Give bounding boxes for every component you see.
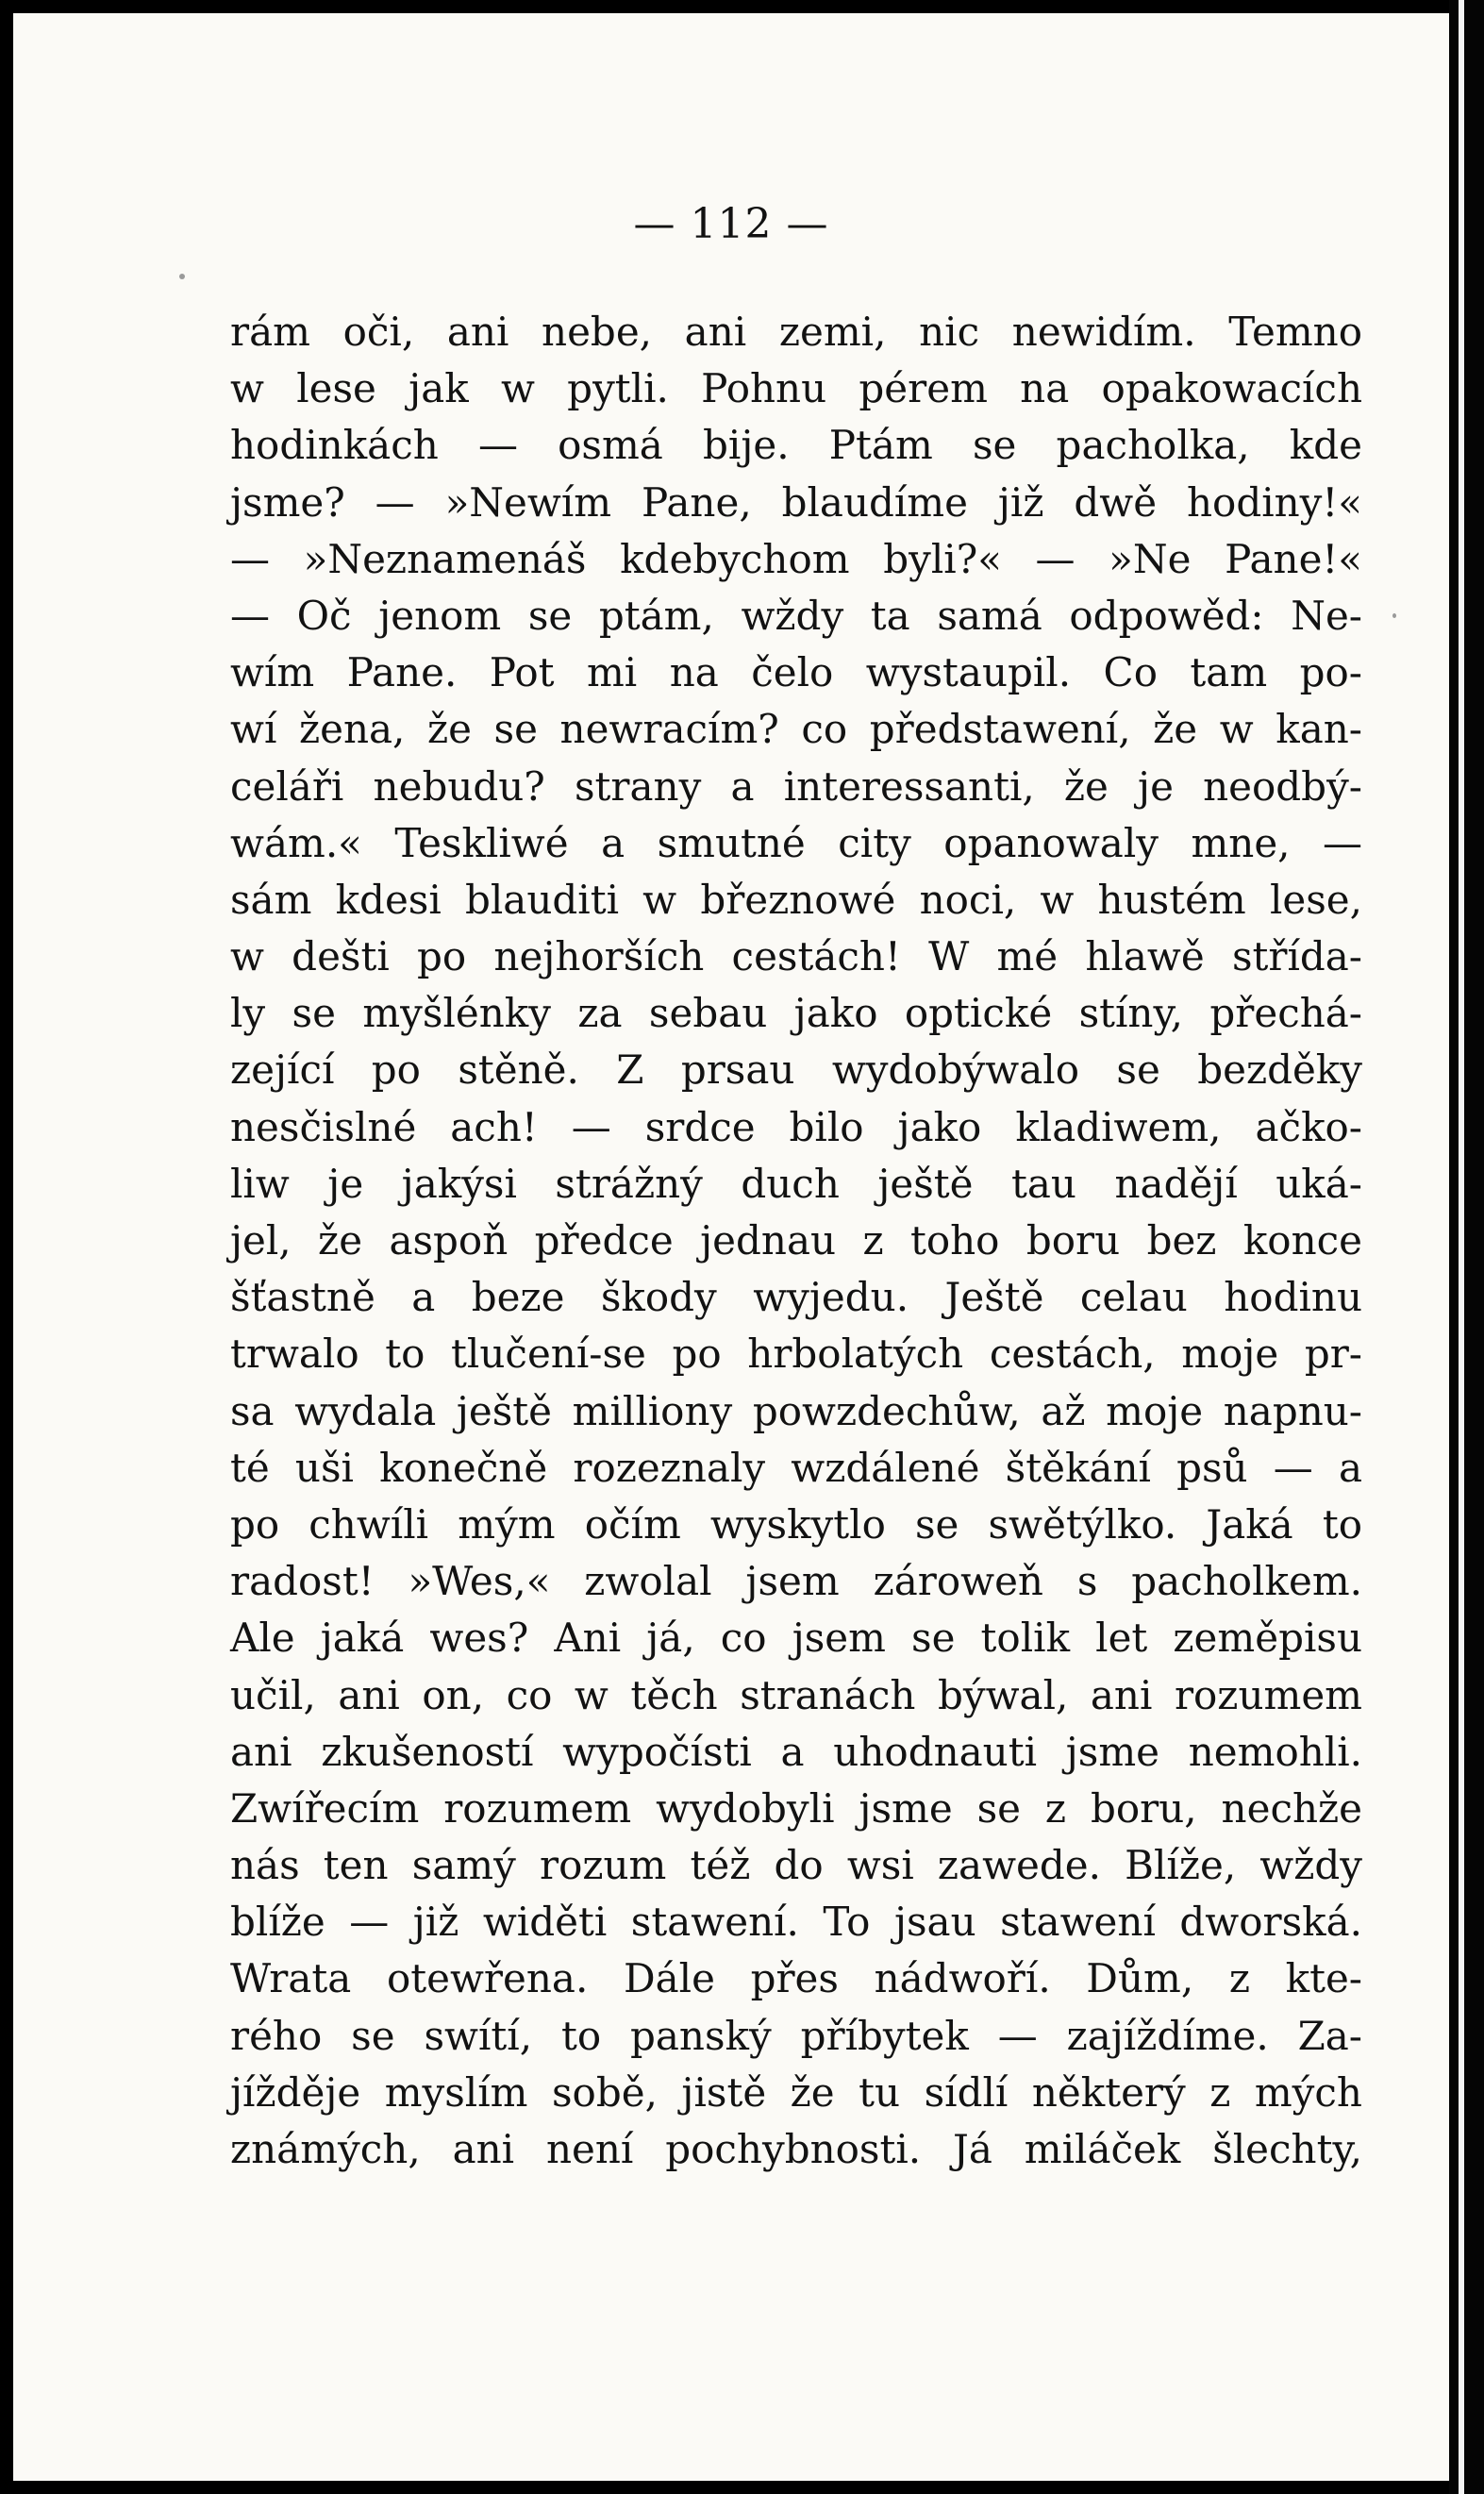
text-line: zející po stěně. Z prsau wydobýwalo se bezděky — [230, 1046, 1362, 1094]
text-line: wím Pane. Pot mi na čelo wystaupil. Co tam po- — [230, 649, 1362, 696]
scan-edge — [1449, 0, 1484, 2494]
text-line: wám.« Teskliwé a smutné city opanowaly mne, — — [230, 819, 1362, 866]
text-line: sa wydala ještě milliony powzdechůw, až moje napnu- — [230, 1387, 1362, 1434]
text-line: liw je jakýsi strážný duch ještě tau nadějí uká- — [230, 1160, 1362, 1207]
text-line: w dešti po nejhorších cestách! W mé hlawě střída- — [230, 933, 1362, 980]
text-line: blíže — již widěti stawení. To jsau stawení dworská. — [230, 1899, 1362, 1946]
text-line: jel, že aspoň předce jednau z toho boru bez konce — [230, 1217, 1362, 1264]
text-line: w lese jak w pytli. Pohnu pérem na opakowacích — [230, 365, 1362, 412]
text-line: té uši konečně rozeznaly wzdálené štěkání psů — a — [230, 1444, 1362, 1491]
text-line: učil, ani on, co w těch stranách býwal, ani rozumem — [230, 1671, 1362, 1718]
text-line: rám oči, ani nebe, ani zemi, nic newidím. Temno — [230, 309, 1362, 355]
text-line: po chwíli mým očím wyskytlo se swětýlko. Jaká to — [230, 1500, 1362, 1548]
text-line: celáři nebudu? strany a interessanti, že je neodbý- — [230, 762, 1362, 810]
page-number: — 112 — — [633, 200, 829, 248]
text-line: rého se swítí, to panský příbytek — zajíždíme. Za- — [230, 2012, 1362, 2059]
text-line: nás ten samý rozum též do wsi zawede. Blíže, wždy — [230, 1842, 1362, 1889]
ink-speck — [179, 274, 185, 279]
text-line: hodinkách — osmá bije. Ptám se pacholka, kde — [230, 422, 1362, 469]
text-line: — Oč jenom se ptám, wždy ta samá odpowěd: Ne- — [230, 592, 1362, 639]
text-line: jsme? — »Newím Pane, blaudíme již dwě hodiny!« — [230, 478, 1362, 526]
text-line: známých, ani není pochybnosti. Já miláček šlechty, — [230, 2126, 1362, 2172]
text-line: sám kdesi blauditi w březnowé noci, w hustém lese, — [230, 876, 1362, 923]
text-line: — »Neznamenáš kdebychom byli?« — »Ne Pane!« — [230, 535, 1362, 582]
book-page — [13, 13, 1449, 2481]
text-line: trwalo to tlučení-se po hrbolatých cestách, moje pr- — [230, 1331, 1362, 1378]
text-line: jížděje myslím sobě, jistě že tu sídlí některý z mých — [230, 2068, 1362, 2116]
body-text — [230, 304, 1362, 2178]
text-line: nesčislné ach! — srdce bilo jako kladiwem, ačko- — [230, 1103, 1362, 1150]
text-line: ly se myšlénky za sebau jako optické stíny, přechá- — [230, 990, 1362, 1037]
text-line: šťastně a beze škody wyjedu. Ještě celau hodinu — [230, 1274, 1362, 1321]
text-line: Ale jaká wes? Ani já, co jsem se tolik let zeměpisu — [230, 1615, 1362, 1662]
scan-edge-highlight — [1459, 0, 1464, 2494]
text-line: radost! »Wes,« zwolal jsem zároweň s pacholkem. — [230, 1558, 1362, 1605]
text-line: Zwířecím rozumem wydobyli jsme se z boru, nechže — [230, 1784, 1362, 1832]
ink-speck — [1392, 613, 1396, 618]
text-line: Wrata otewřena. Dále přes nádwoří. Dům, z kte- — [230, 1955, 1362, 2002]
text-line: wí žena, že se newracím? co předstawení, že w kan- — [230, 706, 1362, 753]
text-line: ani zkušeností wypočísti a uhodnauti jsme nemohli. — [230, 1728, 1362, 1775]
